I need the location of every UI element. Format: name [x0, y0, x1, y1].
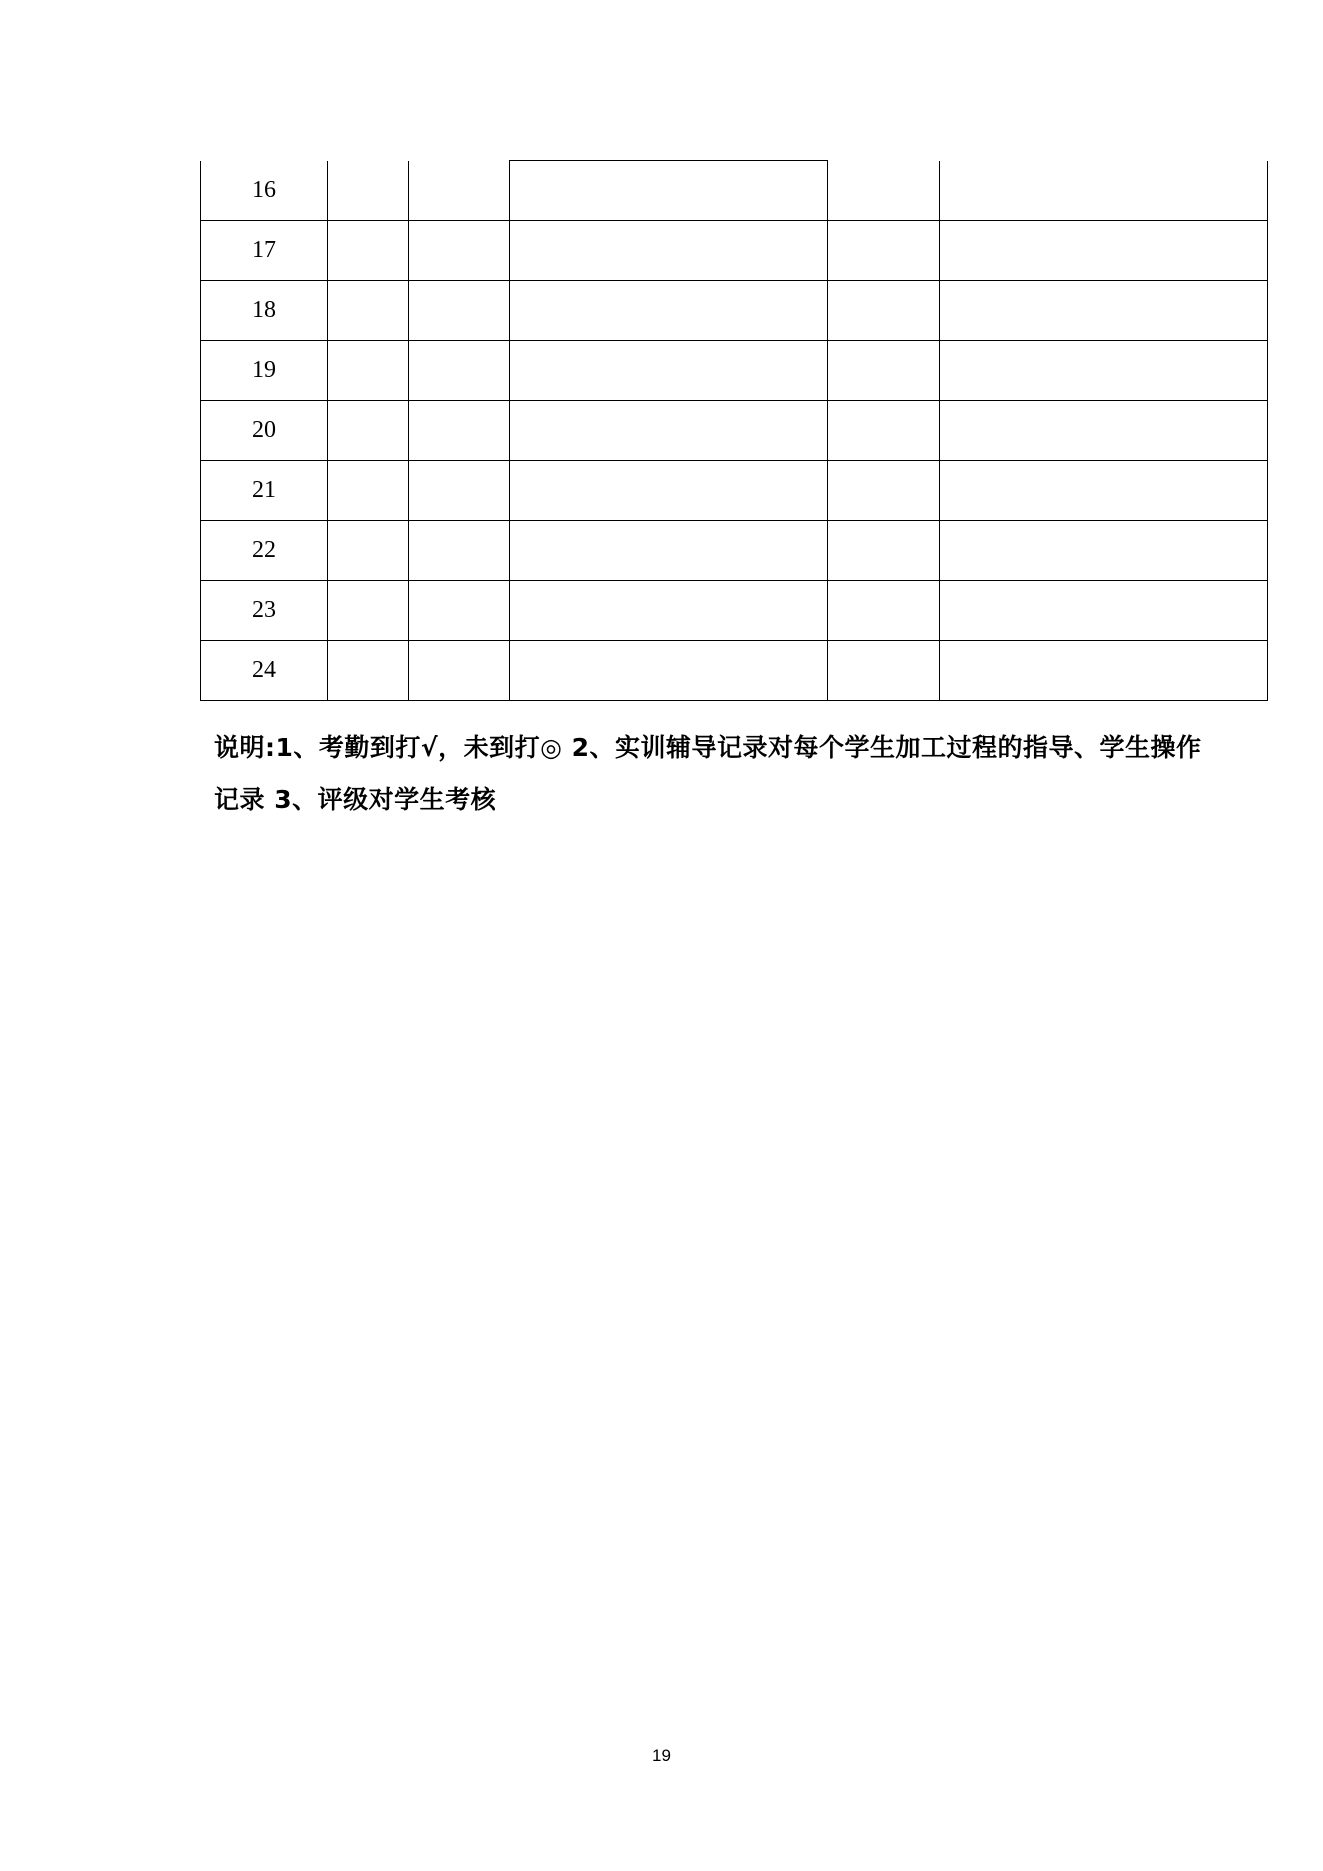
table-row — [201, 221, 1268, 281]
row-number-cell: 20 — [201, 401, 328, 461]
row-number-cell: 22 — [201, 521, 328, 581]
table-cell — [940, 461, 1268, 521]
table-cell — [510, 281, 828, 341]
table-cell — [328, 461, 409, 521]
row-number-cell: 16 — [201, 161, 328, 221]
table-cell — [940, 281, 1268, 341]
page-number: 19 — [652, 1746, 671, 1765]
table-cell — [510, 161, 828, 221]
row-number-cell: 18 — [201, 281, 328, 341]
table-row — [201, 401, 1268, 461]
table-cell — [828, 401, 940, 461]
table-cell — [409, 341, 510, 401]
table-cell — [409, 281, 510, 341]
table-cell — [328, 341, 409, 401]
table-cell — [510, 461, 828, 521]
table-cell — [940, 521, 1268, 581]
table-row — [201, 341, 1268, 401]
table-cell — [409, 581, 510, 641]
table-cell — [828, 161, 940, 221]
table-cell — [409, 161, 510, 221]
table-cell — [828, 641, 940, 701]
table-cell — [328, 521, 409, 581]
table-cell — [328, 641, 409, 701]
table-row — [201, 581, 1268, 641]
table-cell — [409, 641, 510, 701]
note-line-1: 说明:1、考勤到打√，未到打◎ 2、实训辅导记录对每个学生加工过程的指导、学生操作 — [214, 733, 1202, 762]
table-cell — [510, 581, 828, 641]
table-cell — [328, 161, 409, 221]
table-cell — [510, 341, 828, 401]
table-row — [201, 281, 1268, 341]
table-row — [201, 521, 1268, 581]
row-number-cell: 21 — [201, 461, 328, 521]
row-number-cell: 24 — [201, 641, 328, 701]
table-cell — [828, 521, 940, 581]
training-record-table — [200, 160, 1268, 701]
row-number-cell: 23 — [201, 581, 328, 641]
table-cell — [328, 401, 409, 461]
row-number-cell: 17 — [201, 221, 328, 281]
table-cell — [510, 221, 828, 281]
table-note — [214, 722, 1274, 826]
table-cell — [828, 221, 940, 281]
table-cell — [940, 401, 1268, 461]
table-cell — [409, 461, 510, 521]
table-cell — [510, 521, 828, 581]
table-cell — [409, 521, 510, 581]
table-cell — [940, 161, 1268, 221]
table-cell — [828, 461, 940, 521]
table-cell — [828, 581, 940, 641]
table-cell — [510, 401, 828, 461]
table-cell — [510, 641, 828, 701]
table-cell — [828, 281, 940, 341]
note-line-2: 记录 3、评级对学生考核 — [214, 785, 497, 814]
table-cell — [328, 581, 409, 641]
table-row — [201, 641, 1268, 701]
table-cell — [409, 221, 510, 281]
table-cell — [940, 581, 1268, 641]
table-cell — [409, 401, 510, 461]
table-cell — [828, 341, 940, 401]
table-row — [201, 161, 1268, 221]
table-cell — [328, 281, 409, 341]
table-cell — [940, 341, 1268, 401]
row-number-cell: 19 — [201, 341, 328, 401]
table-row — [201, 461, 1268, 521]
table-cell — [940, 221, 1268, 281]
table-cell — [328, 221, 409, 281]
table-cell — [940, 641, 1268, 701]
